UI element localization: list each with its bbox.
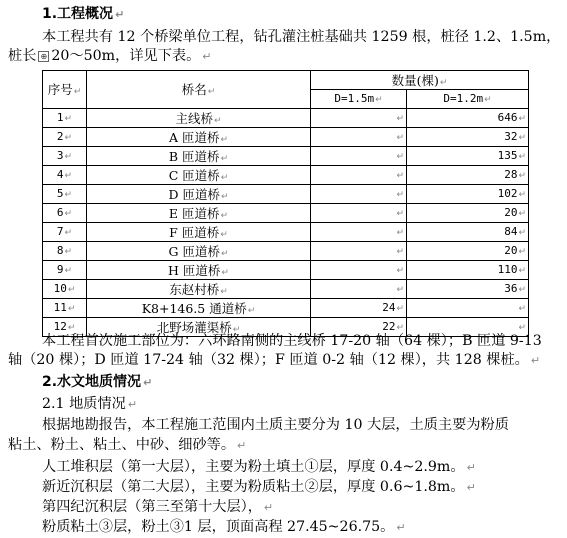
layer-3-text: 第四纪沉积层（第三至第十大层）， ↵ bbox=[42, 499, 274, 515]
cell-no: 7↵ bbox=[43, 222, 87, 241]
section1-paragraph2-line2: 轴（20 棵）；D 匝道 17-24 轴（32 棵）；F 匝道 0-2 轴（12 棵），共 128 棵桩。 ↵ bbox=[8, 352, 541, 368]
cell-d12: 32↵ bbox=[407, 127, 529, 146]
cell-name: 北野场灌渠桥↵ bbox=[87, 317, 311, 336]
cell-no: 4↵ bbox=[43, 165, 87, 184]
layer-4-text: 粉质粘土③层，粉土③1 层，顶面高程 27.45~26.75。 ↵ bbox=[42, 519, 406, 535]
cell-d15: ↵ bbox=[311, 222, 407, 241]
cell-d12: 36↵ bbox=[407, 279, 529, 298]
cell-name: F 匝道桥↵ bbox=[87, 222, 311, 241]
cell-name: H 匝道桥↵ bbox=[87, 260, 311, 279]
table-row bbox=[43, 260, 529, 279]
section2-heading: 2.水文地质情况 ↵ bbox=[42, 374, 153, 390]
section1-heading: 1.工程概况 ↵ bbox=[42, 6, 125, 22]
section2-paragraph-line1: 根据地勘报告，本工程施工范围内土质主要分为 10 大层，土质主要为粉质 bbox=[42, 417, 509, 433]
cell-d15: 24↵ bbox=[311, 298, 407, 317]
cell-name: C 匝道桥↵ bbox=[87, 165, 311, 184]
cell-d15: ↵ bbox=[311, 146, 407, 165]
cell-d15: ↵ bbox=[311, 165, 407, 184]
cell-d12: ↵ bbox=[407, 317, 529, 336]
cell-d12: 84↵ bbox=[407, 222, 529, 241]
cell-name: K8+146.5 通道桥↵ bbox=[87, 298, 311, 317]
cell-no: 10↵ bbox=[43, 279, 87, 298]
table-anchor-icon[interactable]: ⊕ bbox=[38, 51, 49, 62]
pile-quantity-table bbox=[42, 70, 529, 337]
cell-d12: 135↵ bbox=[407, 146, 529, 165]
table-row bbox=[43, 184, 529, 203]
cell-d12: 110↵ bbox=[407, 260, 529, 279]
section1-paragraph-line2: 桩长 ⊕ 20～50m，详见下表。 ↵ bbox=[8, 48, 212, 64]
cell-no: 9↵ bbox=[43, 260, 87, 279]
section1-paragraph-line1: 本工程共有 12 个桥梁单位工程，钻孔灌注桩基础共 1259 根，桩径 1.2、1.5m， bbox=[42, 29, 561, 45]
cell-d15: ↵ bbox=[311, 260, 407, 279]
table-row bbox=[43, 165, 529, 184]
cell-d15: ↵ bbox=[311, 108, 407, 127]
cell-no: 2↵ bbox=[43, 127, 87, 146]
cell-name: D 匝道桥↵ bbox=[87, 184, 311, 203]
cell-name: E 匝道桥↵ bbox=[87, 203, 311, 222]
table-row bbox=[43, 298, 529, 317]
table-row bbox=[43, 241, 529, 260]
cell-d15: ↵ bbox=[311, 241, 407, 260]
cell-d12: 646↵ bbox=[407, 108, 529, 127]
header-qty: 数量(棵)↵ bbox=[311, 71, 529, 90]
cell-no: 1↵ bbox=[43, 108, 87, 127]
header-d12: D=1.2m↵ bbox=[407, 90, 529, 109]
cell-d15: ↵ bbox=[311, 203, 407, 222]
cell-no: 12↵ bbox=[43, 317, 87, 336]
table-row bbox=[43, 127, 529, 146]
cell-name: 主线桥↵ bbox=[87, 108, 311, 127]
cell-d12: ↵ bbox=[407, 298, 529, 317]
cell-name: 东赵村桥↵ bbox=[87, 279, 311, 298]
cell-d12: 28↵ bbox=[407, 165, 529, 184]
cell-name: A 匝道桥↵ bbox=[87, 127, 311, 146]
cell-d12: 20↵ bbox=[407, 241, 529, 260]
cell-d15: ↵ bbox=[311, 184, 407, 203]
cell-no: 3↵ bbox=[43, 146, 87, 165]
layer-2-text: 新近沉积层（第二大层），主要为粉质粘土②层，厚度 0.6~1.8m。 ↵ bbox=[42, 479, 476, 495]
cell-d15: ↵ bbox=[311, 279, 407, 298]
section1-paragraph2-line1: 本工程首次施工部位为：六环路南侧的主线桥 17-20 轴（64 棵）；B 匝道 9-13 bbox=[42, 333, 542, 349]
table-row bbox=[43, 203, 529, 222]
cell-no: 11↵ bbox=[43, 298, 87, 317]
cell-no: 5↵ bbox=[43, 184, 87, 203]
header-no: 序号↵ bbox=[43, 71, 87, 109]
section2-paragraph-line2: 粘土、粉土、粘土、中砂、细砂等。 ↵ bbox=[8, 437, 247, 453]
cell-d15: ↵ bbox=[311, 127, 407, 146]
cell-name: B 匝道桥↵ bbox=[87, 146, 311, 165]
table-row bbox=[43, 279, 529, 298]
section2-subheading: 2.1 地质情况 ↵ bbox=[42, 396, 138, 412]
table-row bbox=[43, 146, 529, 165]
table-row bbox=[43, 222, 529, 241]
table-row bbox=[43, 108, 529, 127]
cell-name: G 匝道桥↵ bbox=[87, 241, 311, 260]
cell-no: 6↵ bbox=[43, 203, 87, 222]
cell-d12: 102↵ bbox=[407, 184, 529, 203]
layer-1-text: 人工堆积层（第一大层），主要为粉土填土①层，厚度 0.4~2.9m。 ↵ bbox=[42, 459, 476, 475]
header-name: 桥名↵ bbox=[87, 71, 311, 109]
header-d15: D=1.5m↵ bbox=[311, 90, 407, 109]
cell-d12: 20↵ bbox=[407, 203, 529, 222]
cell-no: 8↵ bbox=[43, 241, 87, 260]
cell-d15: 22↵ bbox=[311, 317, 407, 336]
